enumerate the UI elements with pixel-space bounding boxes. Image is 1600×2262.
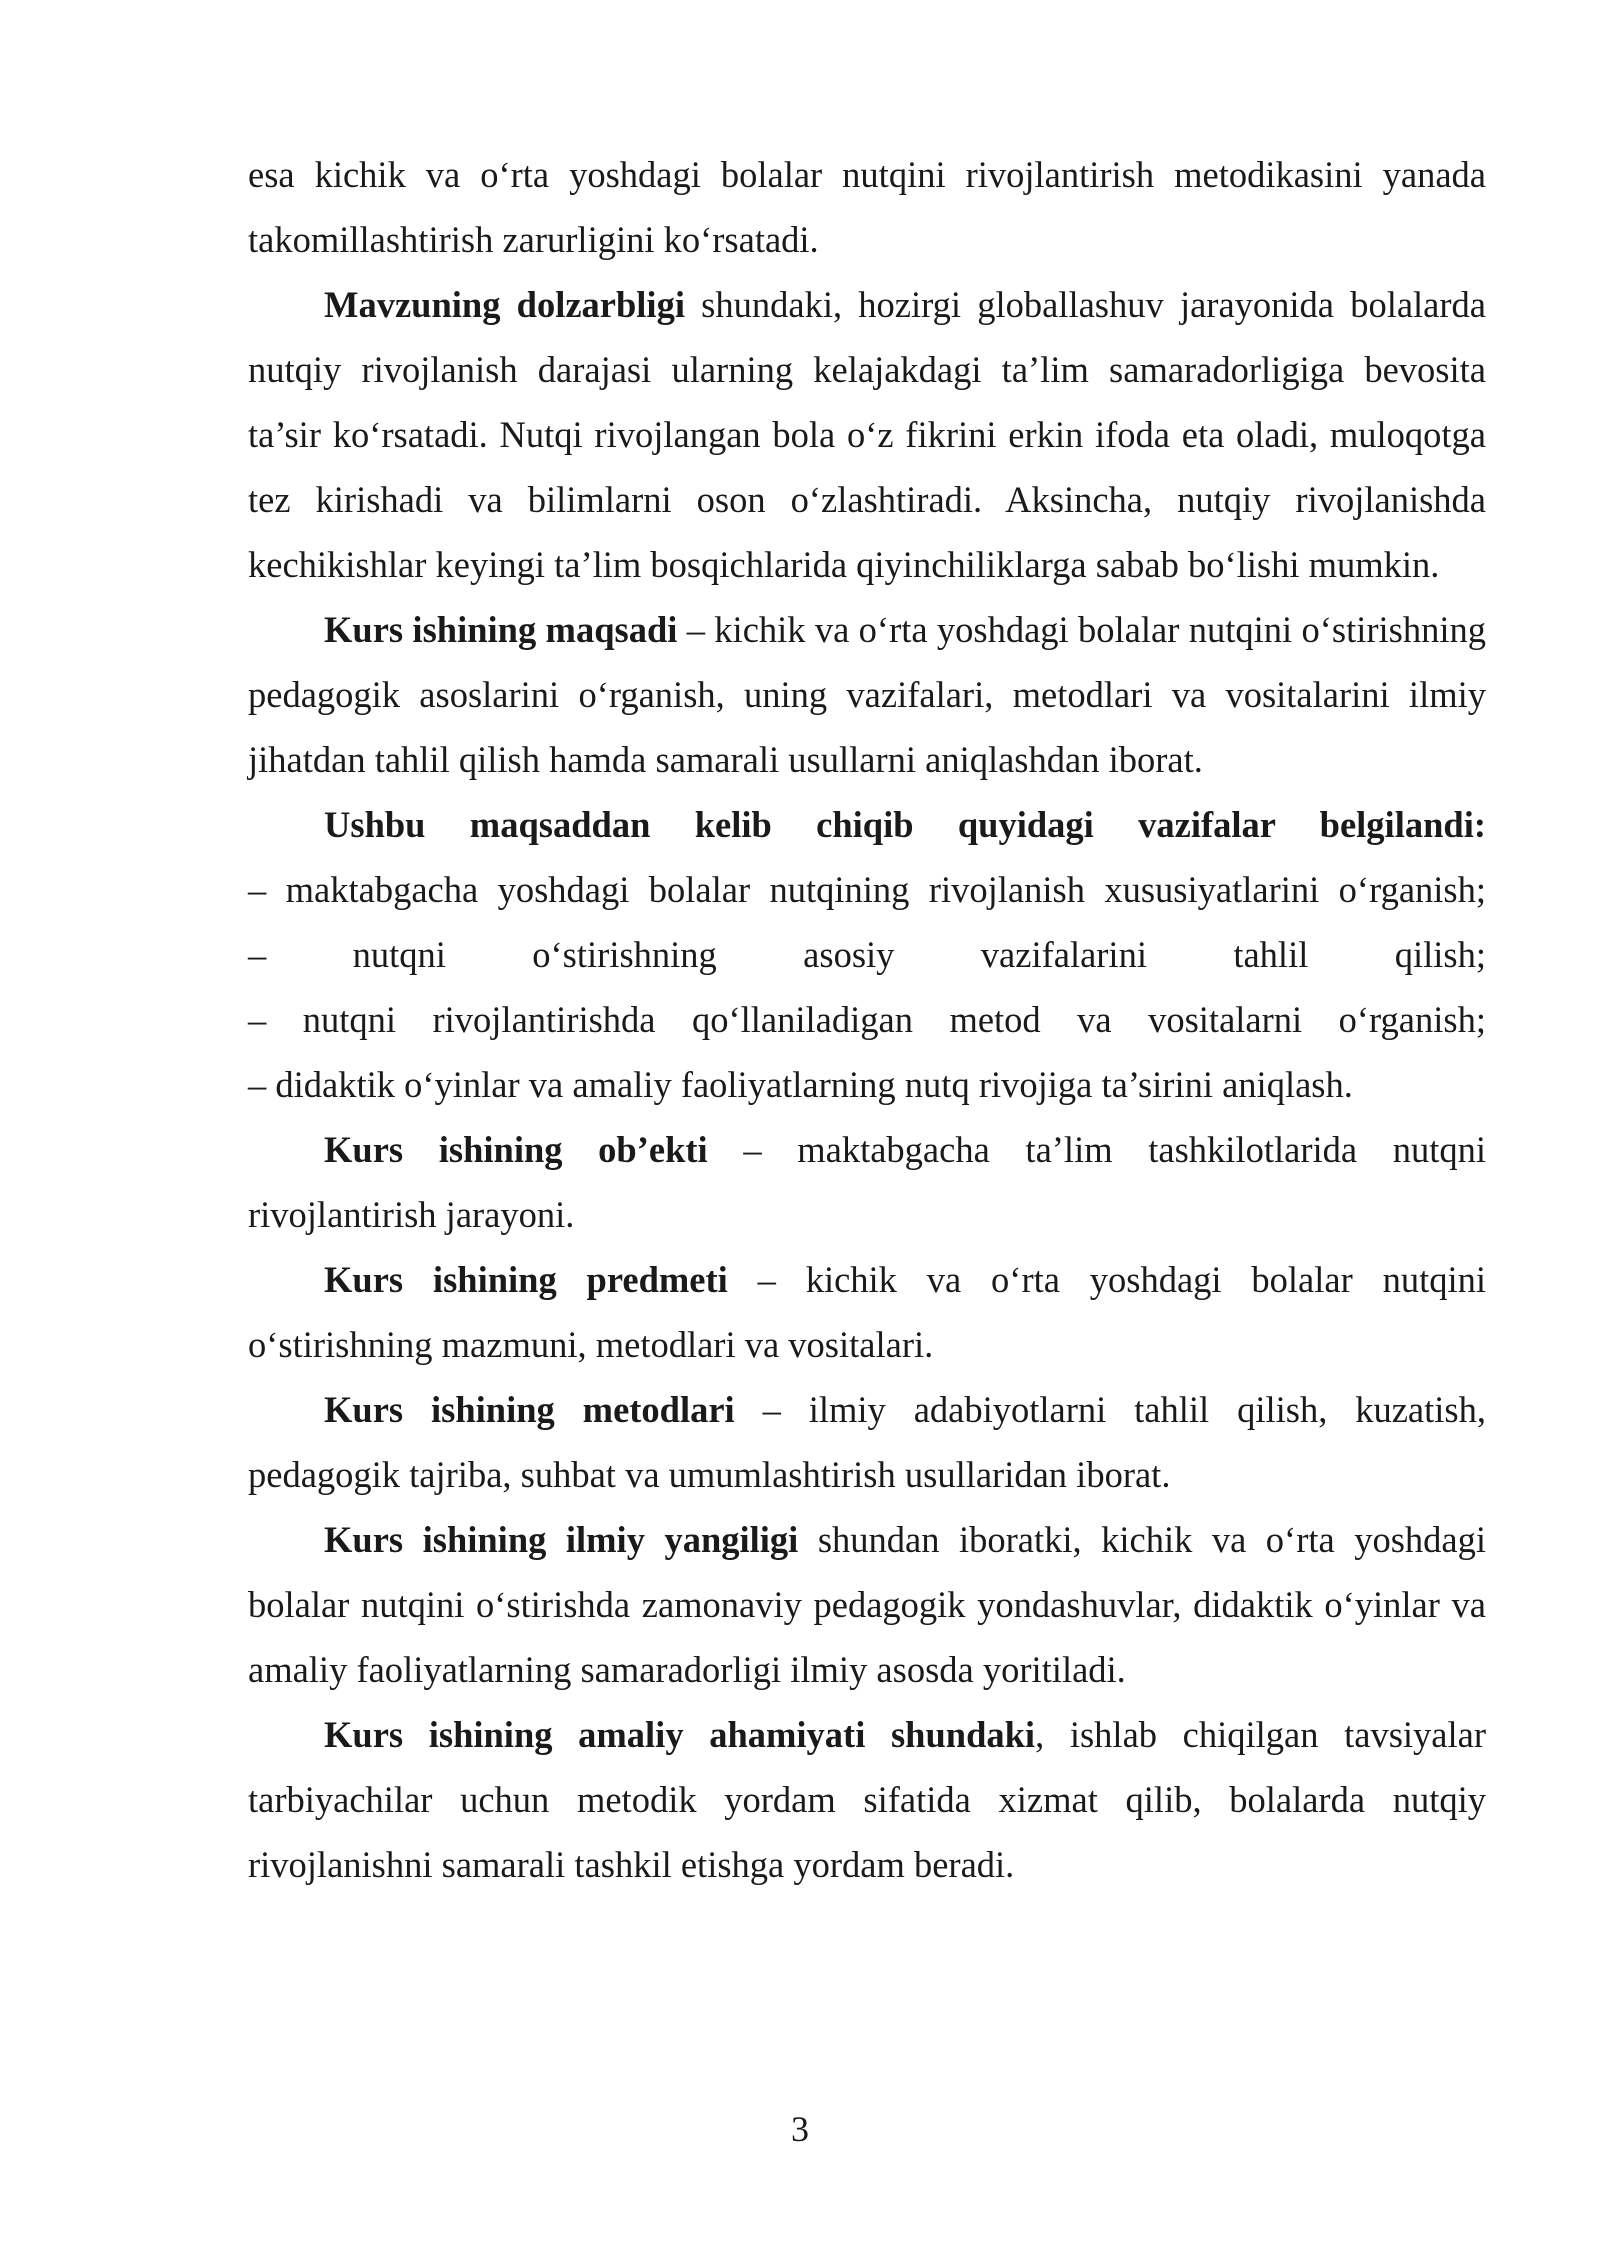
task-item: – nutqni o‘stirishning asosiy vazifalarini tahlil qilish; [248,934,1486,975]
subject-heading: Kurs ishining predmeti [324,1259,728,1300]
methods-text: – ilmiy adabiyotlarni tahlil qilish, kuzatish, pedagogik tajriba, suhbat va umumlashtirish usullaridan iborat. [248,1389,1486,1495]
relevance-text: shundaki, hozirgi globallashuv jarayonida bolalarda nutqiy rivojlanish darajasi ularning kelajakdagi ta’lim samaradorligiga bevosita ta’sir ko‘rsatadi. Nutqi rivojlangan bola o‘z fikrini erkin ifoda eta oladi, muloqotga tez kirishadi va bilimlarni oson o‘zlashtiradi. Aksincha, nutqiy rivojlanishda kechikishlar keyingi ta’lim bosqichlarida qiyinchiliklarga sabab bo‘lishi mumkin. [248,284,1486,585]
relevance-heading: Mavzuning dolzarbligi [324,284,685,325]
page-number: 3 [791,2109,809,2149]
practical-text: , ishlab chiqilgan tavsiyalar tarbiyachilar uchun metodik yordam sifatida xizmat qilib, bolalarda nutqiy rivojlanishni samarali tashkil etishga yordam beradi. [248,1714,1486,1885]
object-heading: Kurs ishining ob’ekti [324,1129,708,1170]
tasks-heading: Ushbu maqsaddan kelib chiqib quyidagi vazifalar belgilandi: [324,804,1486,845]
subject-text: – kichik va o‘rta yoshdagi bolalar nutqini o‘stirishning mazmuni, metodlari va vositalari. [248,1259,1486,1365]
practical-paragraph [248,1702,1486,1897]
page-body [248,142,1486,1897]
intro-text: esa kichik va o‘rta yoshdagi bolalar nutqini rivojlantirish metodikasini yanada takomillashtirish zarurligini ko‘rsatadi. [248,154,1486,260]
object-text: – maktabgacha ta’lim tashkilotlarida nutqni rivojlantirish jarayoni. [248,1129,1486,1235]
intro-paragraph [248,142,1486,272]
methods-heading: Kurs ishining metodlari [324,1389,735,1430]
goal-text: – kichik va o‘rta yoshdagi bolalar nutqini o‘stirishning pedagogik asoslarini o‘rganish, uning vazifalari, metodlari va vositalarini ilmiy jihatdan tahlil qilish hamda samarali usullarni aniqlashdan iborat. [248,609,1486,780]
goal-paragraph [248,597,1486,792]
relevance-paragraph [248,272,1486,597]
tasks-heading-paragraph [248,792,1486,857]
subject-paragraph [248,1247,1486,1377]
novelty-heading: Kurs ishining ilmiy yangiligi [324,1519,799,1560]
goal-heading: Kurs ishining maqsadi [324,609,678,650]
novelty-paragraph [248,1507,1486,1702]
novelty-text: shundan iboratki, kichik va o‘rta yoshdagi bolalar nutqini o‘stirishda zamonaviy pedagogik yondashuvlar, didaktik o‘yinlar va amaliy faoliyatlarning samaradorligi ilmiy asosda yoritiladi. [248,1519,1486,1690]
task-item: – didaktik o‘yinlar va amaliy faoliyatlarning nutq rivojiga ta’sirini aniqlash. [248,1064,1353,1105]
methods-paragraph [248,1377,1486,1507]
practical-heading: Kurs ishining amaliy ahamiyati shundaki [324,1714,1036,1755]
object-paragraph [248,1117,1486,1247]
task-item: – maktabgacha yoshdagi bolalar nutqining rivojlanish xususiyatlarini o‘rganish; [248,869,1486,910]
task-item: – nutqni rivojlantirishda qo‘llaniladigan metod va vositalarni o‘rganish; [248,999,1486,1040]
